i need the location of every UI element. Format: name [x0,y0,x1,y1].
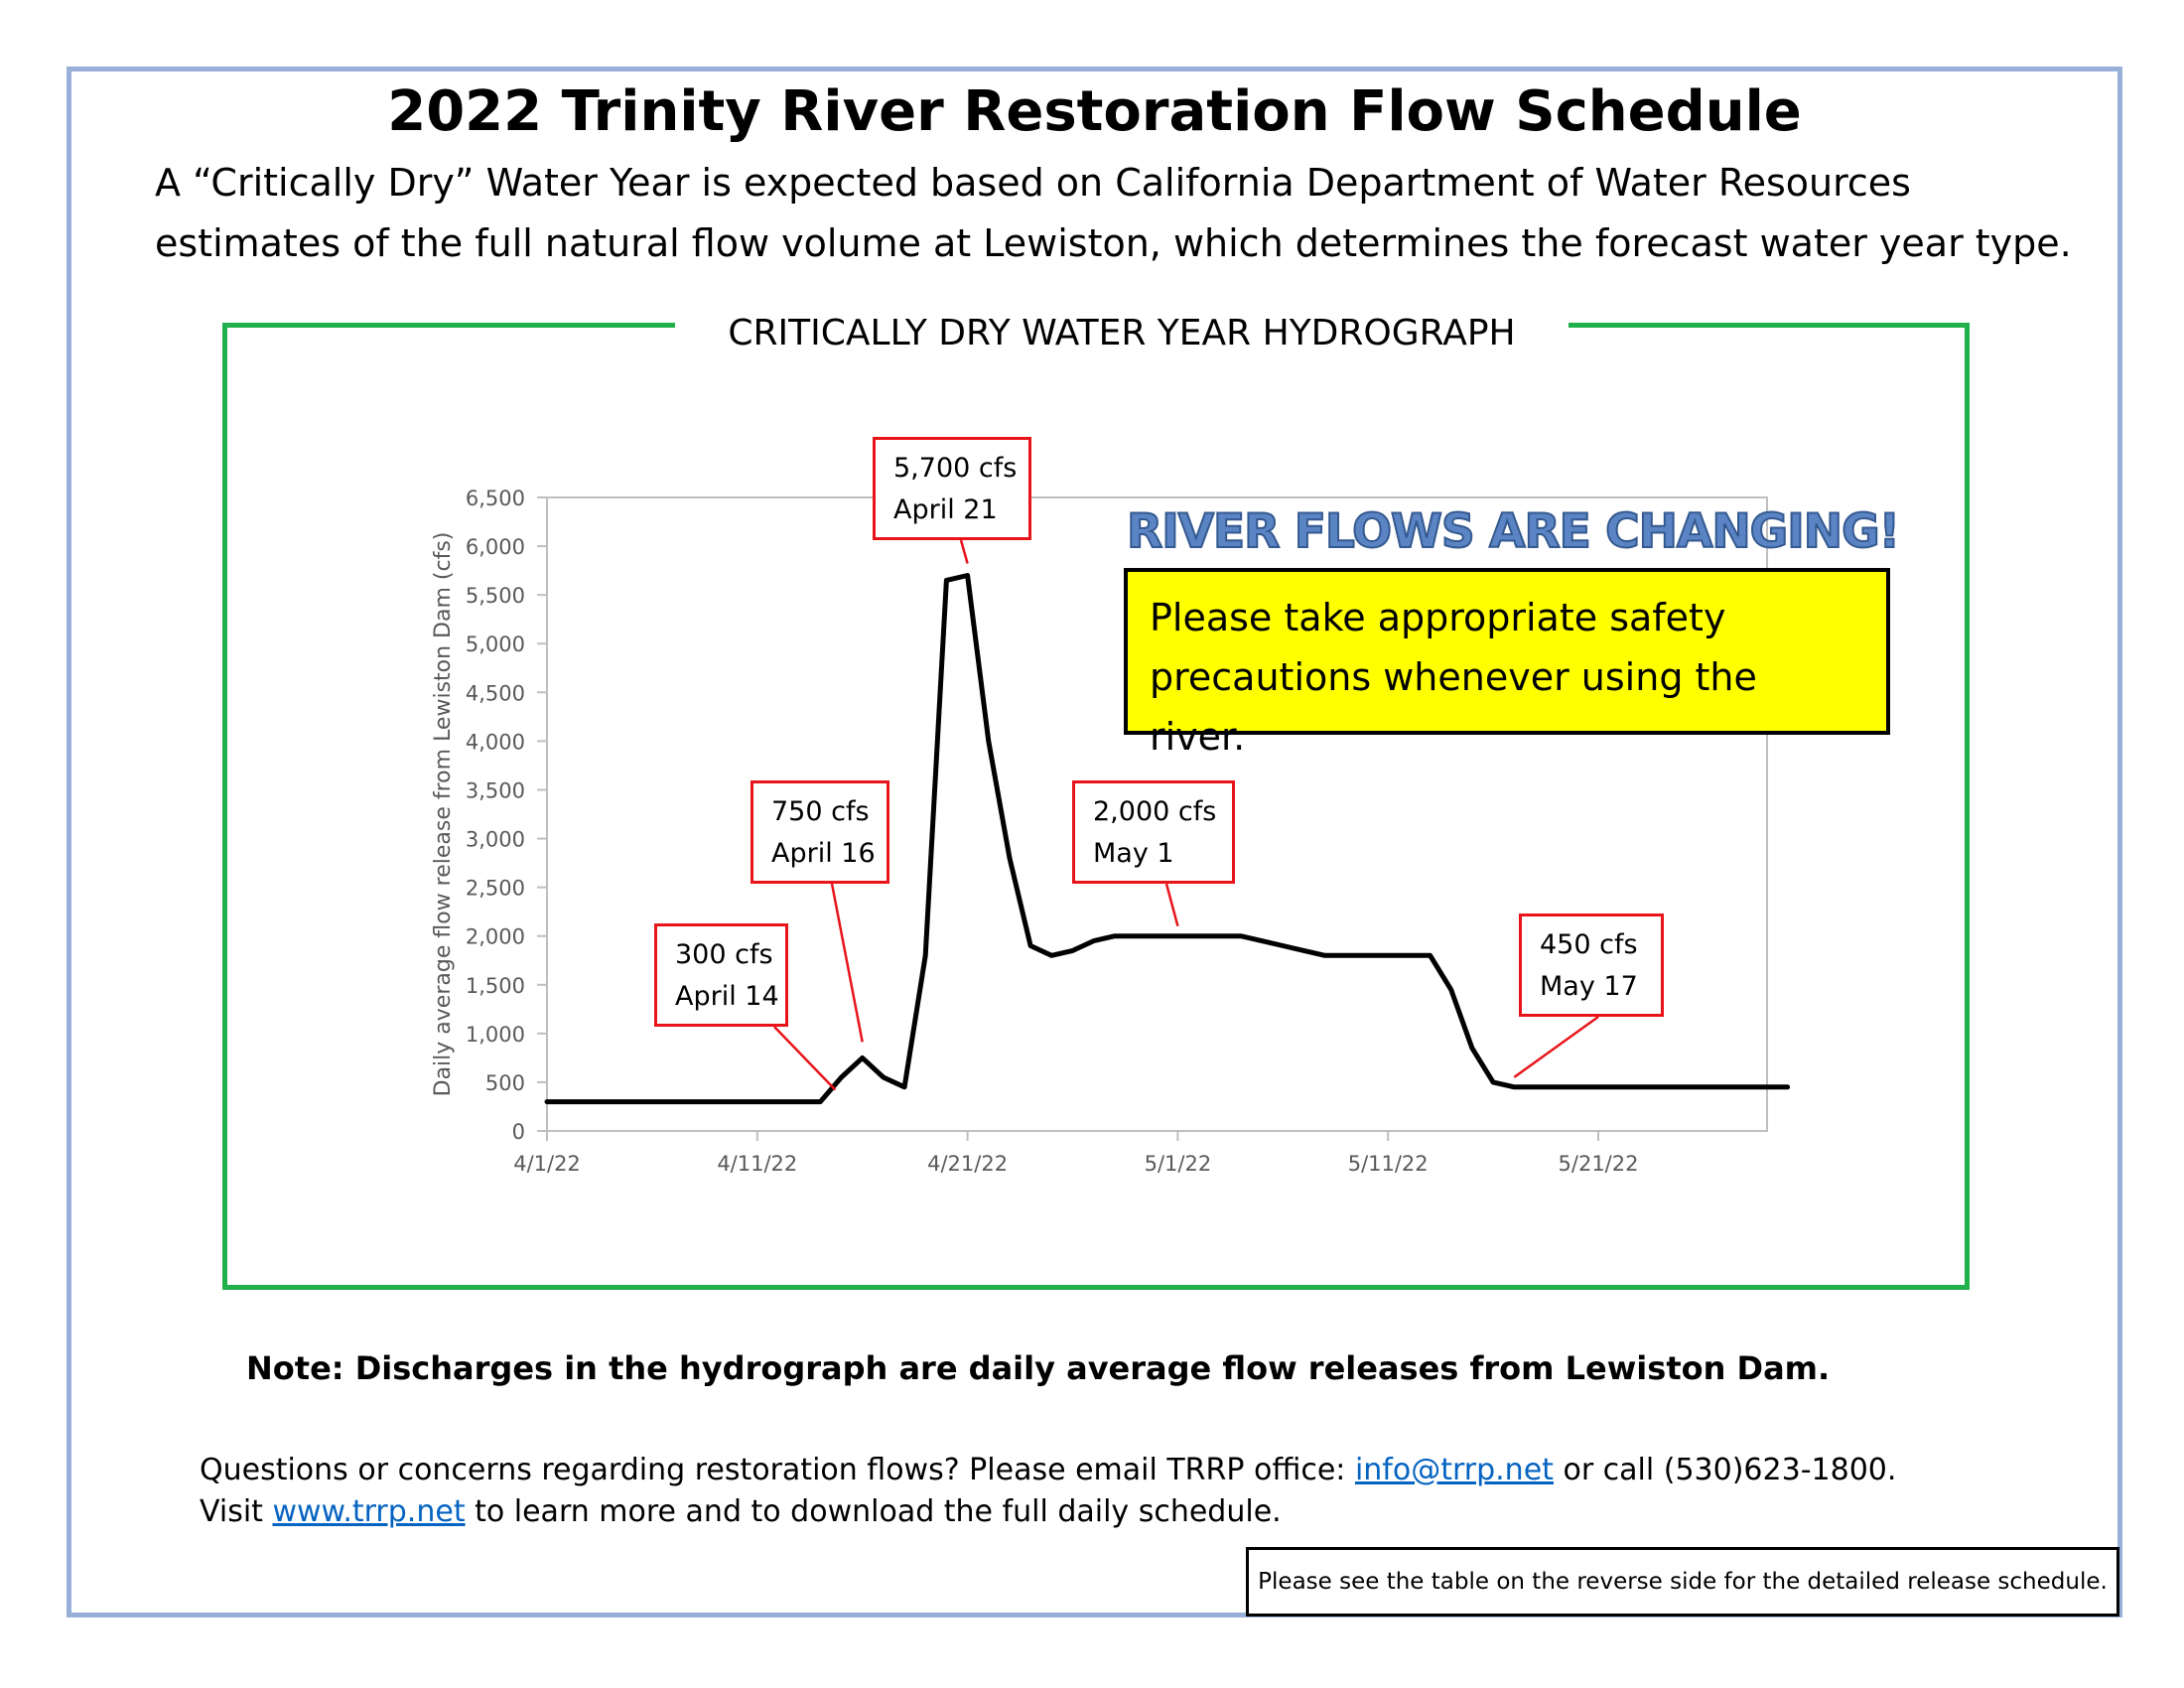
x-tick-label: 5/11/22 [1347,1152,1429,1176]
callout-date: May 1 [1093,838,1174,869]
subtitle-line-1: A “Critically Dry” Water Year is expected based on California Department of Water Resources [155,161,1911,205]
callout-leader-line [1514,1017,1598,1077]
callout-april-16 [751,780,889,884]
visit-text: Visit [200,1494,273,1529]
x-tick-label: 4/21/22 [927,1152,1009,1176]
callout-may-17 [1519,914,1664,1017]
download-text: to learn more and to download the full daily schedule. [465,1494,1282,1529]
x-tick-label: 4/1/22 [513,1152,581,1176]
callout-may-1 [1072,780,1235,884]
subtitle-line-2: estimates of the full natural flow volume at Lewiston, which determines the forecast water year type. [155,221,2072,265]
page-title: 2022 Trinity River Restoration Flow Schedule [387,79,1802,144]
callout-flow: 450 cfs [1540,929,1638,960]
callout-leader-line [774,1027,835,1090]
y-tick-label: 1,500 [465,973,525,998]
callout-flow: 300 cfs [675,939,773,970]
hydrograph-note: Note: Discharges in the hydrograph are daily average flow releases from Lewiston Dam. [246,1349,1831,1387]
y-axis-label: Daily average flow release from Lewiston Dam (cfs) [431,531,456,1097]
x-tick-label: 4/11/22 [717,1152,798,1176]
email-link[interactable]: info@trrp.net [1354,1453,1554,1487]
y-tick-label: 4,000 [465,730,525,755]
callout-flow: 750 cfs [771,796,870,827]
contact-info [200,1450,1896,1533]
y-tick-label: 2,000 [465,924,525,949]
y-tick-label: 6,000 [465,535,525,560]
x-tick-label: 5/21/22 [1558,1152,1639,1176]
x-tick-label: 5/1/22 [1144,1152,1212,1176]
y-tick-label: 3,500 [465,778,525,803]
callout-april-14 [654,923,788,1027]
callout-flow: 5,700 cfs [893,453,1018,484]
safety-warning-box [1124,568,1890,759]
y-tick-label: 5,500 [465,584,525,609]
warning-heading: RIVER FLOWS ARE CHANGING! [1127,504,1900,559]
y-tick-label: 6,500 [465,487,525,510]
contact-line-1 [200,1450,1896,1491]
y-tick-label: 3,000 [465,827,525,852]
warning-line-2: precautions whenever using the river. [1150,655,1757,759]
y-tick-label: 2,500 [465,876,525,901]
y-tick-label: 1,000 [465,1022,525,1047]
reverse-side-note: Please see the table on the reverse side for the detailed release schedule. [1246,1547,2119,1617]
callout-date: April 14 [675,981,779,1012]
contact-line-2 [200,1491,1896,1533]
callout-april-21 [873,437,1031,540]
y-tick-label: 4,500 [465,681,525,706]
callout-date: April 21 [893,494,998,525]
callout-date: May 17 [1540,971,1638,1002]
callout-leader-line [832,884,863,1042]
callout-leader-line [961,540,968,564]
contact-phone-text: or call (530)623-1800. [1553,1453,1897,1487]
callout-flow: 2,000 cfs [1093,796,1217,827]
y-tick-label: 0 [511,1120,525,1144]
warning-line-1: Please take appropriate safety [1150,596,1726,639]
y-tick-label: 500 [484,1070,525,1095]
y-tick-label: 5,000 [465,633,525,657]
contact-question-text: Questions or concerns regarding restoration flows? Please email TRRP office: [200,1453,1355,1487]
callout-date: April 16 [771,838,876,869]
hydrograph-heading: CRITICALLY DRY WATER YEAR HYDROGRAPH [675,308,1569,359]
callout-leader-line [1166,884,1177,926]
website-link[interactable]: www.trrp.net [272,1494,466,1529]
